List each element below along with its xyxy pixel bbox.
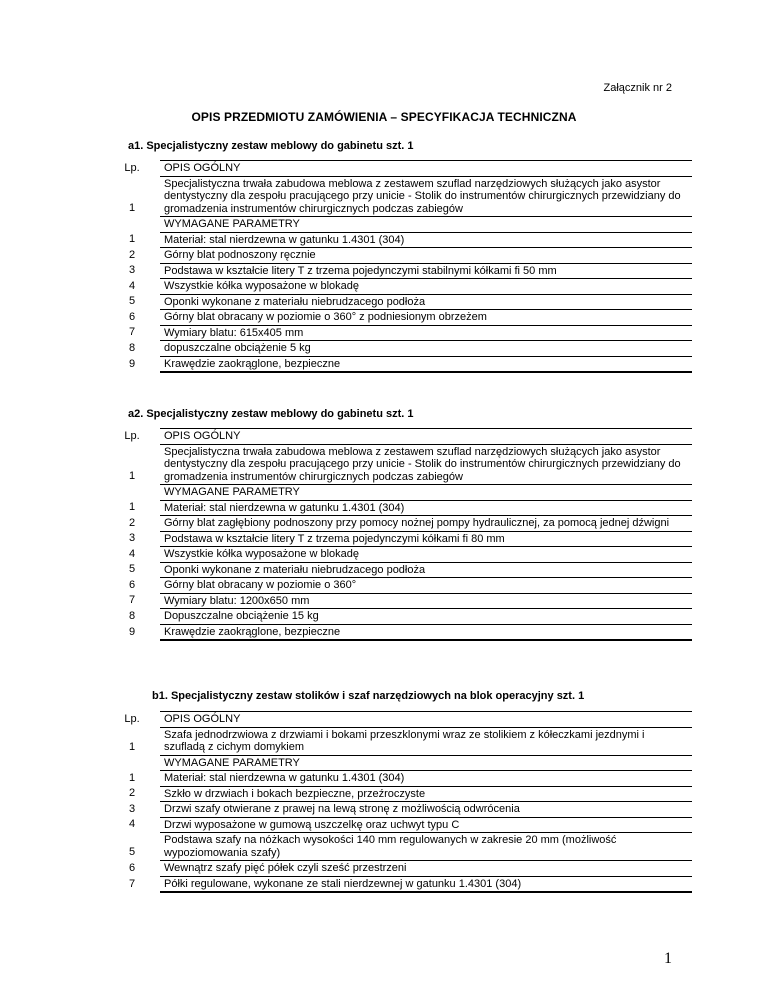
row-description: Drzwi wyposażone w gumową uszczelkę oraz uchwyt typu C — [160, 817, 692, 833]
row-number: 1 — [128, 202, 136, 214]
table-row — [104, 325, 692, 341]
row-number: 5 — [128, 563, 136, 575]
section-b1-heading: b1. Specjalistyczny zestaw stolików i szaf narzędziowych na blok operacyjny szt. 1 — [152, 690, 585, 702]
table-row — [104, 232, 692, 248]
row-number: 3 — [128, 802, 136, 815]
table-row — [104, 578, 692, 594]
row-number: 1 — [128, 501, 136, 513]
table-row — [104, 248, 692, 264]
table-row — [104, 712, 692, 728]
row-number: Lp. — [124, 161, 140, 174]
section-b1-table — [104, 711, 692, 893]
table-row — [104, 771, 692, 787]
row-description: Półki regulowane, wykonane ze stali nierdzewnej w gatunku 1.4301 (304) — [160, 876, 692, 892]
section-a2-heading: a2. Specjalistyczny zestaw meblowy do gabinetu szt. 1 — [128, 408, 414, 420]
row-number: 2 — [128, 248, 136, 261]
row-description: Krawędzie zaokrąglone, bezpieczne — [160, 624, 692, 640]
table-row — [104, 217, 692, 233]
row-description: Wszystkie kółka wyposażone w blokadę — [160, 279, 692, 295]
row-number: 7 — [128, 326, 136, 338]
row-description: Wewnątrz szafy pięć półek czyli sześć przestrzeni — [160, 861, 692, 877]
row-description: Oponki wykonane z materiału niebrudzacego podłoża — [160, 294, 692, 310]
row-number: 7 — [128, 877, 136, 890]
row-number: 6 — [128, 310, 136, 323]
table-row — [104, 861, 692, 877]
row-number: 2 — [128, 787, 136, 799]
row-description: Szafa jednodrzwiowa z drzwiami i bokami przeszklonymi wraz ze stolikiem z kółeczkami jezdnymi i szufladą z cichym domykiem — [160, 727, 692, 755]
table-row — [104, 279, 692, 295]
table-row — [104, 802, 692, 818]
row-number: 9 — [128, 357, 136, 370]
row-number: 6 — [128, 861, 136, 874]
row-description: WYMAGANE PARAMETRY — [160, 485, 692, 501]
section-b1-rows — [104, 712, 692, 893]
table-row — [104, 727, 692, 755]
row-number: Lp. — [124, 429, 140, 442]
row-description: Szkło w drzwiach i bokach bezpieczne, przeźroczyste — [160, 786, 692, 802]
section-a1-rows — [104, 161, 692, 373]
row-description: dopuszczalne obciążenie 5 kg — [160, 341, 692, 357]
table-row — [104, 294, 692, 310]
row-number: 8 — [128, 341, 136, 354]
table-row — [104, 817, 692, 833]
row-description: Górny blat obracany w poziomie o 360° — [160, 578, 692, 594]
row-number: 8 — [128, 609, 136, 622]
row-description: Górny blat obracany w poziomie o 360° z podniesionym obrzeżem — [160, 310, 692, 326]
table-row — [104, 833, 692, 861]
table-row — [104, 562, 692, 578]
row-number: 9 — [128, 625, 136, 638]
table-row — [104, 485, 692, 501]
table-row — [104, 755, 692, 771]
row-description: Wszystkie kółka wyposażone w blokadę — [160, 547, 692, 563]
row-number: 1 — [128, 740, 136, 753]
document-title: OPIS PRZEDMIOTU ZAMÓWIENIA – SPECYFIKACJA TECHNICZNA — [191, 110, 577, 124]
row-description: Wymiary blatu: 615x405 mm — [160, 325, 692, 341]
row-description: OPIS OGÓLNY — [160, 712, 692, 728]
row-description: Materiał: stal nierdzewna w gatunku 1.4301 (304) — [160, 232, 692, 248]
row-number: 5 — [128, 295, 136, 307]
row-description: Podstawa w kształcie litery T z trzema pojedynczymi kółkami fi 80 mm — [160, 531, 692, 547]
row-number: 7 — [128, 594, 136, 606]
row-number: 4 — [128, 279, 136, 292]
table-row — [104, 310, 692, 326]
table-row — [104, 547, 692, 563]
row-description: Górny blat podnoszony ręcznie — [160, 248, 692, 264]
section-a1-table — [104, 160, 692, 373]
row-number: 6 — [128, 578, 136, 591]
table-row — [104, 786, 692, 802]
row-number: Lp. — [124, 712, 140, 725]
row-description: Dopuszczalne obciążenie 15 kg — [160, 609, 692, 625]
table-row — [104, 429, 692, 445]
row-description: Drzwi szafy otwierane z prawej na lewą stronę z możliwością odwrócenia — [160, 802, 692, 818]
row-description: Krawędzie zaokrąglone, bezpieczne — [160, 356, 692, 372]
row-number — [104, 755, 160, 771]
table-row — [104, 444, 692, 485]
row-number: 3 — [128, 532, 136, 544]
table-row — [104, 341, 692, 357]
row-description: Materiał: stal nierdzewna w gatunku 1.4301 (304) — [160, 500, 692, 516]
row-description: Oponki wykonane z materiału niebrudzacego podłoża — [160, 562, 692, 578]
annex-label: Załącznik nr 2 — [603, 82, 672, 94]
section-a1-heading: a1. Specjalistyczny zestaw meblowy do gabinetu szt. 1 — [128, 140, 414, 152]
row-description: Specjalistyczna trwała zabudowa meblowa z zestawem szuflad narzędziowych służących jako asystor dentystyczny dla zespołu pracującego przy unicie - Stolik do instrumentów chirurgicznych przewidziany do gromadzenia instrumentów chirurgicznych podczas zabiegów — [160, 176, 692, 217]
table-row — [104, 531, 692, 547]
row-description: Podstawa szafy na nóżkach wysokości 140 mm regulowanych w zakresie 20 mm (możliwość wypoziomowania szafy) — [160, 833, 692, 861]
table-row — [104, 176, 692, 217]
row-description: Wymiary blatu: 1200x650 mm — [160, 593, 692, 609]
table-row — [104, 263, 692, 279]
table-row — [104, 356, 692, 372]
row-number: 1 — [128, 233, 136, 245]
row-number: 4 — [128, 818, 136, 830]
section-a2-table — [104, 428, 692, 641]
row-description: Górny blat zagłębiony podnoszony przy pomocy nożnej pompy hydraulicznej, za pomocą jednej dźwigni — [160, 516, 692, 532]
row-description: OPIS OGÓLNY — [160, 161, 692, 177]
table-row — [104, 609, 692, 625]
row-number: 1 — [128, 771, 136, 784]
row-number: 1 — [128, 470, 136, 482]
row-description: WYMAGANE PARAMETRY — [160, 755, 692, 771]
row-number — [104, 217, 160, 233]
row-description: Materiał: stal nierdzewna w gatunku 1.4301 (304) — [160, 771, 692, 787]
row-description: Podstawa w kształcie litery T z trzema pojedynczymi stabilnymi kółkami fi 50 mm — [160, 263, 692, 279]
table-row — [104, 876, 692, 892]
row-number: 4 — [128, 547, 136, 560]
table-row — [104, 624, 692, 640]
table-row — [104, 593, 692, 609]
table-row — [104, 516, 692, 532]
row-number: 5 — [128, 846, 136, 858]
table-row — [104, 161, 692, 177]
row-description: WYMAGANE PARAMETRY — [160, 217, 692, 233]
section-a2-rows — [104, 429, 692, 641]
row-number — [104, 485, 160, 501]
row-number: 2 — [128, 516, 136, 529]
row-description: Specjalistyczna trwała zabudowa meblowa z zestawem szuflad narzędziowych służących jako asystor dentystyczny dla zespołu pracującego przy unicie - Stolik do instrumentów chirurgicznych przewidziany do gromadzenia instrumentów chirurgicznych podczas zabiegów — [160, 444, 692, 485]
page-number: 1 — [664, 950, 672, 967]
table-row — [104, 500, 692, 516]
row-description: OPIS OGÓLNY — [160, 429, 692, 445]
row-number: 3 — [128, 264, 136, 276]
